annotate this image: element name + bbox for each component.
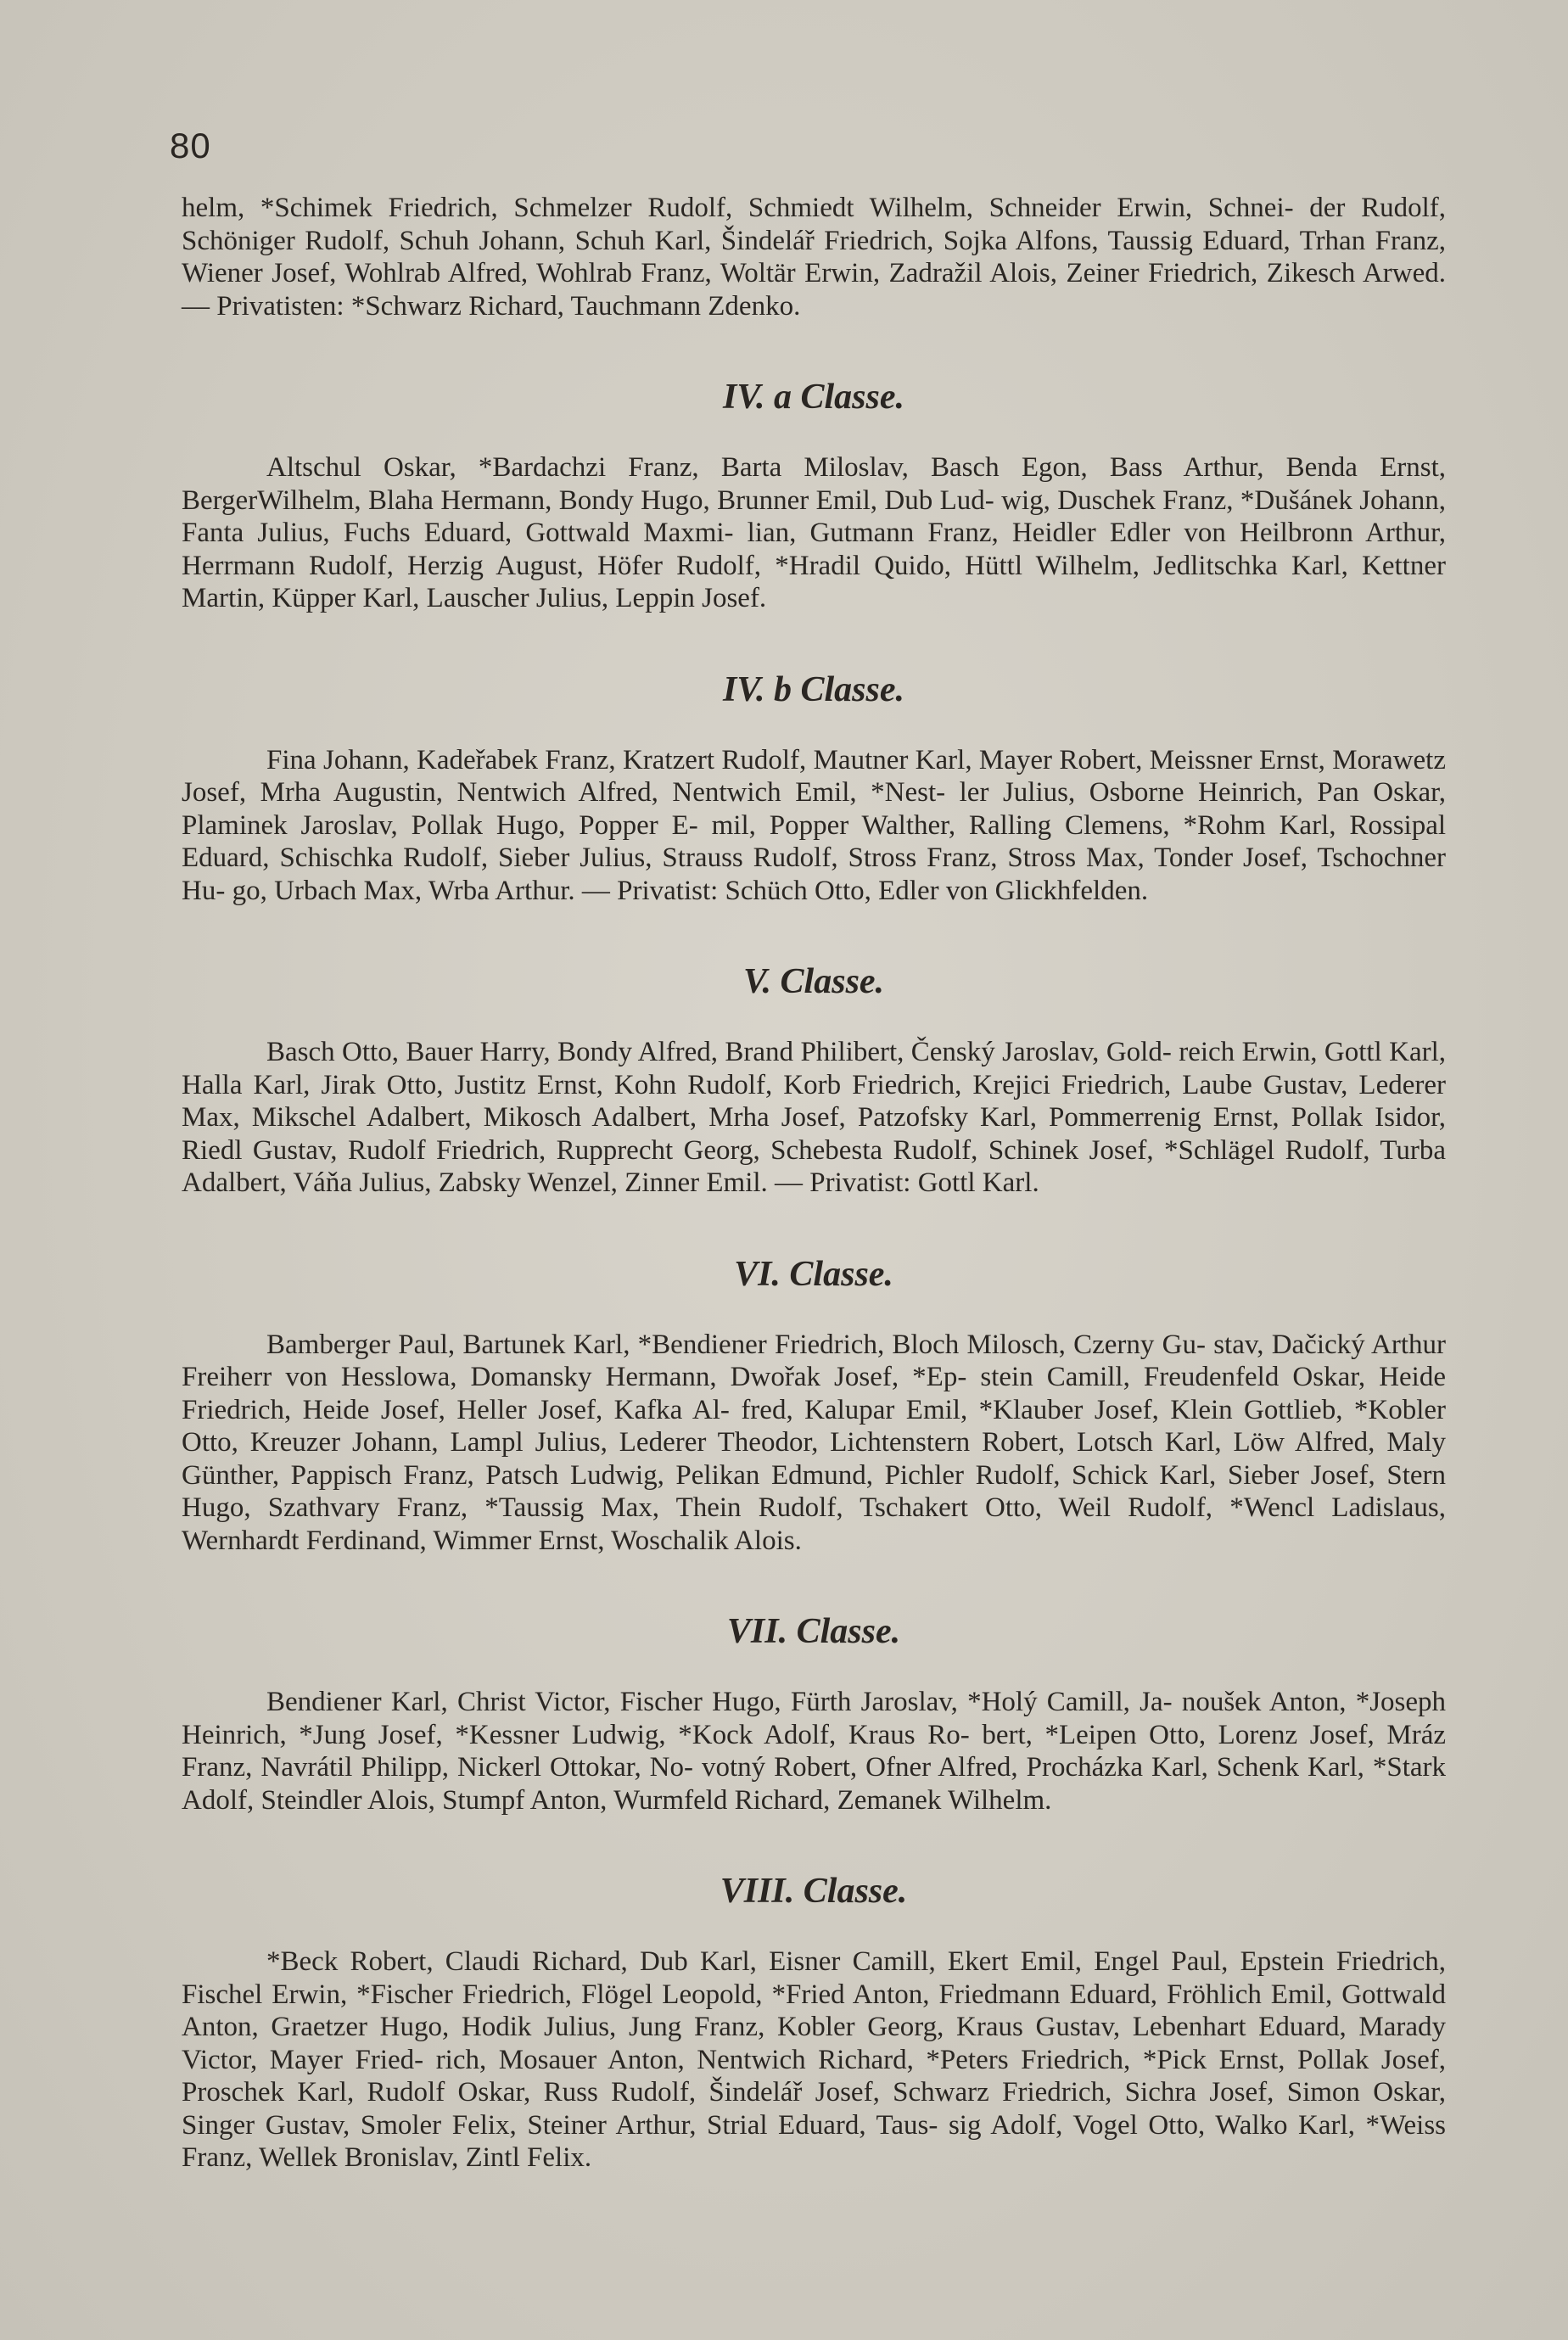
text-line: Rudolf, *Wencl Ladislaus, Wernhardt Ferdinand, Wimmer Ernst, Woschalik Alois. [182, 1492, 1447, 1556]
text-line: stein Camill, Freudenfeld Oskar, Heide Friedrich, Heide Josef, Heller Josef, Kafka Al- [182, 1362, 1446, 1425]
text-line: mil, Popper Walther, Ralling Clemens, *Rohm Karl, Rossipal Eduard, Schischka Rudolf, [182, 809, 1447, 873]
section-heading-iv-b: IV. b Classe. [723, 669, 904, 709]
text-line: Pappisch Franz, Patsch Ludwig, Pelikan Edmund, Pichler Rudolf, Schick Karl, Sieber [290, 1459, 1300, 1491]
text-line: Friedmann Eduard, Fröhlich Emil, Gottwald Anton, Graetzer Hugo, Hodik Julius, Jung [182, 1979, 1447, 2042]
section-paragraph-vii [182, 1686, 1446, 1817]
text-line: *Beck Robert, Claudi Richard, Dub Karl, Eisner Camill, Ekert Emil, Engel Paul, [266, 1946, 1229, 1977]
text-line: Stumpf Anton, Wurmfeld Richard, Zemanek Wilhelm. [442, 1784, 1052, 1816]
section-paragraph-iv-b [182, 744, 1446, 908]
text-line: Basch Otto, Bauer Harry, Bondy Alfred, Brand Philibert, Čenský Jaroslav, Gold- [266, 1037, 1172, 1067]
text-line: bert, *Leipen Otto, Lorenz Josef, Mráz Franz, Navrátil Philipp, Nickerl Ottokar, No- [182, 1719, 1446, 1783]
text-line: rich, Mosauer Anton, Nentwich Richard, *Peters Friedrich, *Pick Ernst, Pollak Josef, [435, 2044, 1446, 2075]
text-line: fred, Kalupar Emil, *Klauber Josef, Klein Gottlieb, *Kobler Otto, Kreuzer Johann, Lampl [182, 1394, 1447, 1458]
intro-paragraph [182, 192, 1446, 322]
text-line: Woltär Erwin, Zadražil Alois, Zeiner Friedrich, Zikesch Arwed. — Privatisten: *Schwarz [182, 258, 1446, 322]
text-line: Sieber Julius, Strauss Rudolf, Stross Franz, Stross Max, Tonder Josef, Tschochner Hu- [182, 843, 1446, 906]
text-line: Julius, Lederer Theodor, Lichtenstern Robert, Lotsch Karl, Löw Alfred, Maly Günther, [182, 1427, 1446, 1491]
text-line: votný Robert, Ofner Alfred, Procházka Karl, Schenk Karl, *Stark Adolf, Steindler Alois, [182, 1752, 1446, 1816]
text-line: stav, Dačický Arthur Freiherr von Hesslowa, Domansky Hermann, Dwořak Josef, *Ep- [182, 1329, 1447, 1392]
text-line: Richard, Tauchmann Zdenko. [468, 290, 801, 322]
text-line: Josef, Simon Oskar, Singer Gustav, Smoler Felix, Steiner Arthur, Strial Eduard, Taus- [182, 2077, 1447, 2141]
text-line: Altschul Oskar, *Bardachzi Franz, Barta Miloslav, Basch Egon, Bass Arthur, [266, 452, 1264, 483]
text-line: der Rudolf, Schöniger Rudolf, Schuh Johann, Schuh Karl, Šindelář Friedrich, Sojka [182, 193, 1446, 256]
text-line: reich Erwin, Gottl Karl, Halla Karl, Jirak Otto, Justitz Ernst, Kohn Rudolf, Korb [182, 1037, 1446, 1100]
text-line: ler Julius, Osborne Heinrich, Pan Oskar, Plaminek Jaroslav, Pollak Hugo, Popper E- [182, 777, 1447, 841]
text-line: Bendiener Karl, Christ Victor, Fischer Hugo, Fürth Jaroslav, *Holý Camill, Ja- [266, 1687, 1173, 1717]
text-line: Bamberger Paul, Bartunek Karl, *Bendiener Friedrich, Bloch Milosch, Czerny Gu- [266, 1329, 1206, 1360]
text-line: Josef, Stern Hugo, Szathvary Franz, *Taussig Max, Thein Rudolf, Tschakert Otto, Weil [182, 1459, 1446, 1523]
text-line: go, Urbach Max, Wrba Arthur. — Privatist: Schüch Otto, Edler von Glickhfelden. [232, 875, 1149, 906]
text-line: Küpper Karl, Lauscher Julius, Leppin Josef. [272, 583, 767, 613]
text-line: Epstein Friedrich, Fischel Erwin, *Fischer Friedrich, Flögel Leopold, *Fried Anton, [182, 1946, 1446, 2010]
text-line: Fina Johann, Kadeřabek Franz, Kratzert Rudolf, Mautner Karl, Mayer Robert, [266, 744, 1143, 775]
text-line: Turba Adalbert, Váňa Julius, Zabsky Wenzel, Zinner Emil. — Privatist: Gottl Karl. [182, 1134, 1447, 1198]
section-heading-v: V. Classe. [742, 962, 885, 1001]
text-line: Proschek Karl, Rudolf Oskar, Russ Rudolf, Šindelář Josef, Schwarz Friedrich, Sichra [182, 2077, 1196, 2108]
text-line: Alfons, Taussig Eduard, Trhan Franz, Wiener Josef, Wohlrab Alfred, Wohlrab Franz, [182, 225, 1446, 288]
text-line: wig, Duschek Franz, *Dušánek Johann, Fanta Julius, Fuchs Eduard, Gottwald Maxmi- [182, 484, 1447, 548]
text-line: lian, Gutmann Franz, Heidler Edler von Heilbronn Arthur, Herrmann Rudolf, Herzig [182, 518, 1446, 581]
section-heading-vi: VI. Classe. [734, 1254, 893, 1294]
section-heading-viii: VIII. Classe. [720, 1872, 908, 1911]
text-line: Franz, Kobler Georg, Kraus Gustav, Lebenhart Eduard, Marady Victor, Mayer Fried- [182, 2012, 1446, 2075]
text-line: Rudolf Friedrich, Rupprecht Georg, Schebesta Rudolf, Schinek Josef, *Schlägel Rudolf, [347, 1134, 1370, 1166]
text-line: Meissner Ernst, Morawetz Josef, Mrha Augustin, Nentwich Alfred, Nentwich Emil, *Nest- [182, 744, 1446, 808]
section-heading-vii: VII. Classe. [726, 1612, 901, 1651]
text-line: sig Adolf, Vogel Otto, Walko Karl, *Weiss Franz, Wellek Bronislav, Zintl Felix. [182, 2109, 1446, 2173]
section-paragraph-v [182, 1036, 1446, 1200]
text-line: helm, *Schimek Friedrich, Schmelzer Rudolf, Schmiedt Wilhelm, Schneider Erwin, Schnei- [182, 193, 1294, 223]
text-line: Friedrich, Krejici Friedrich, Laube Gustav, Lederer Max, Mikschel Adalbert, Mikosch [182, 1069, 1447, 1133]
document-body [182, 192, 1446, 2175]
page-number: 80 [170, 126, 211, 165]
text-line: Adalbert, Mrha Josef, Patzofsky Karl, Pommerrenig Ernst, Pollak Isidor, Riedl Gustav, [182, 1102, 1446, 1166]
text-line: August, Höfer Rudolf, *Hradil Quido, Hüttl Wilhelm, Jedlitschka Karl, Kettner Martin, [182, 550, 1446, 613]
text-line: Benda Ernst, BergerWilhelm, Blaha Hermann, Bondy Hugo, Brunner Emil, Dub Lud- [182, 452, 1446, 516]
section-heading-iv-a: IV. a Classe. [723, 378, 904, 417]
section-paragraph-iv-a [182, 451, 1446, 615]
text-line: noušek Anton, *Joseph Heinrich, *Jung Josef, *Kessner Ludwig, *Kock Adolf, Kraus Ro- [182, 1687, 1447, 1750]
section-paragraph-vi [182, 1329, 1446, 1558]
section-paragraph-viii [182, 1945, 1446, 2175]
